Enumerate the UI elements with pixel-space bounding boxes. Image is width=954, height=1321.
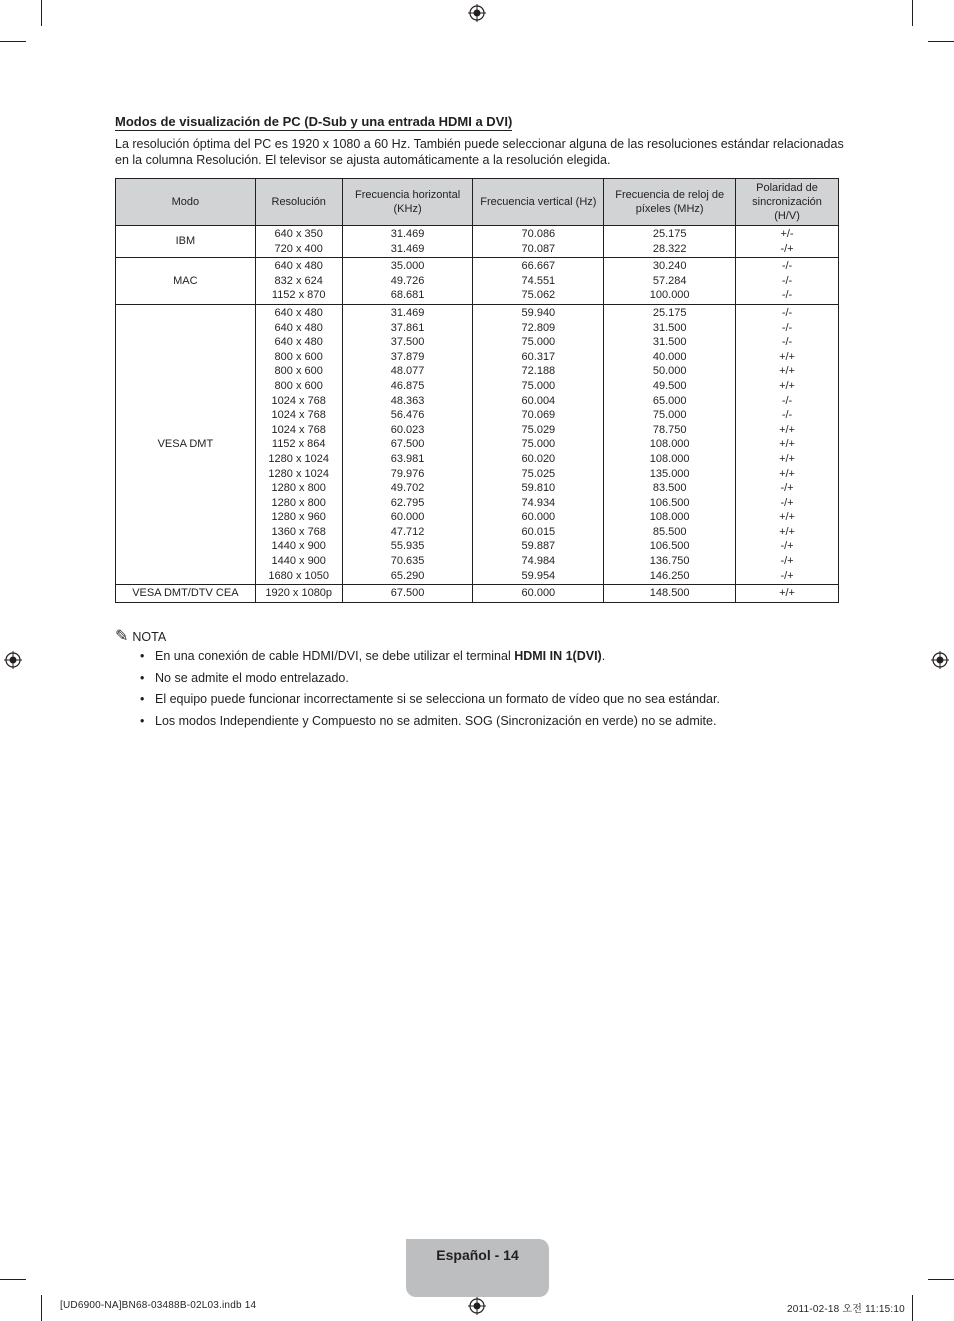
cell-value: 56.476 bbox=[390, 409, 425, 422]
cell-value: -/- bbox=[781, 306, 793, 319]
cell-value: 640 x 480 bbox=[274, 321, 323, 334]
clock-cell bbox=[604, 226, 736, 258]
polarity-cell bbox=[736, 226, 839, 258]
cell-value: 46.875 bbox=[390, 379, 425, 392]
note-heading bbox=[115, 626, 166, 646]
cell-value: -/+ bbox=[780, 496, 794, 509]
resolution-cell bbox=[255, 304, 342, 584]
cell-value: +/+ bbox=[779, 438, 795, 451]
cell-value: +/+ bbox=[779, 511, 795, 524]
cell-value: 1152 x 870 bbox=[271, 289, 326, 302]
header-pixel-clock: Frecuencia de reloj de píxeles (MHz) bbox=[604, 179, 736, 226]
cell-value: 108.000 bbox=[649, 452, 690, 465]
cell-value: 70.069 bbox=[521, 409, 556, 422]
vfreq-cell bbox=[473, 304, 604, 584]
cell-value: 135.000 bbox=[649, 467, 690, 480]
cell-value: 108.000 bbox=[649, 438, 690, 451]
page-label: Español - 14 bbox=[436, 1247, 519, 1263]
cell-value: -/+ bbox=[780, 242, 794, 255]
mode-cell: VESA DMT bbox=[116, 304, 256, 584]
crop-mark bbox=[41, 0, 42, 26]
table-row bbox=[116, 226, 839, 258]
polarity-cell bbox=[736, 258, 839, 305]
cell-value: 60.000 bbox=[390, 511, 425, 524]
cell-value: 62.795 bbox=[390, 496, 425, 509]
cell-value: 146.250 bbox=[649, 569, 690, 582]
cell-value: 832 x 624 bbox=[274, 274, 323, 287]
cell-value: 37.861 bbox=[390, 321, 425, 334]
cell-value: 35.000 bbox=[390, 260, 425, 273]
cell-value: 47.712 bbox=[390, 525, 425, 538]
cell-value: 68.681 bbox=[390, 289, 425, 302]
cell-value: 60.317 bbox=[521, 350, 556, 363]
cell-value: 1280 x 800 bbox=[271, 496, 326, 509]
cell-value: 1024 x 768 bbox=[271, 409, 326, 422]
cell-value: +/+ bbox=[779, 467, 795, 480]
vfreq-cell bbox=[473, 258, 604, 305]
cell-value: 74.551 bbox=[521, 274, 556, 287]
header-horizontal-frequency: Frecuencia horizontal (KHz) bbox=[342, 179, 473, 226]
cell-value: 136.750 bbox=[649, 555, 690, 568]
footer-timestamp: 2011-02-18 오전 11:15:10 bbox=[787, 1304, 905, 1315]
crop-mark bbox=[912, 1295, 913, 1321]
cell-value: 28.322 bbox=[652, 242, 687, 255]
cell-value: 48.077 bbox=[390, 365, 425, 378]
pencil-icon: ✎ bbox=[115, 628, 129, 645]
cell-value: 66.667 bbox=[521, 260, 556, 273]
cell-value: 108.000 bbox=[649, 511, 690, 524]
footer-file-info: [UD6900-NA]BN68-03488B-02L03.indb 14 bbox=[60, 1300, 257, 1311]
cell-value: 78.750 bbox=[652, 423, 687, 436]
crop-mark bbox=[0, 1279, 26, 1280]
polarity-cell bbox=[736, 304, 839, 584]
cell-value: 59.810 bbox=[521, 482, 556, 495]
cell-value: +/+ bbox=[779, 379, 795, 392]
table-row bbox=[116, 304, 839, 584]
cell-value: 31.500 bbox=[652, 336, 687, 349]
clock-cell bbox=[604, 258, 736, 305]
cell-value: +/+ bbox=[779, 452, 795, 465]
cell-value: 75.000 bbox=[521, 379, 556, 392]
cell-value: +/+ bbox=[779, 525, 795, 538]
cell-value: 1440 x 900 bbox=[271, 555, 326, 568]
cell-value: 100.000 bbox=[649, 289, 690, 302]
cell-value: 60.000 bbox=[521, 511, 556, 524]
cell-value: 65.000 bbox=[652, 394, 687, 407]
clock-cell bbox=[604, 304, 736, 584]
hfreq-cell bbox=[342, 226, 473, 258]
cell-value: 640 x 480 bbox=[274, 306, 323, 319]
hfreq-cell bbox=[342, 304, 473, 584]
cell-value: 75.000 bbox=[521, 336, 556, 349]
cell-value: -/- bbox=[781, 409, 793, 422]
cell-value: 1280 x 1024 bbox=[268, 467, 329, 480]
cell-value: +/- bbox=[780, 228, 794, 240]
table-row bbox=[116, 585, 839, 603]
cell-value: 85.500 bbox=[652, 525, 687, 538]
list-item: • Los modos Independiente y Compuesto no se admiten. SOG (Sincronización en verde) no se admite. bbox=[140, 713, 860, 735]
header-sync-polarity: Polaridad de sincronización (H/V) bbox=[736, 179, 839, 226]
resolution-cell bbox=[255, 258, 342, 305]
resolution-cell bbox=[255, 226, 342, 258]
registration-crosshair-icon bbox=[468, 1297, 486, 1315]
cell-value: +/+ bbox=[779, 365, 795, 378]
cell-value: 70.635 bbox=[390, 555, 425, 568]
registration-crosshair-icon bbox=[468, 4, 486, 22]
crop-mark bbox=[0, 41, 26, 42]
cell-value: -/- bbox=[781, 394, 793, 407]
crop-mark bbox=[928, 1279, 954, 1280]
cell-value: 60.015 bbox=[521, 525, 556, 538]
display-modes-table bbox=[115, 178, 839, 603]
cell-value: 67.500 bbox=[390, 438, 425, 451]
cell-value: 83.500 bbox=[652, 482, 687, 495]
cell-value: 106.500 bbox=[649, 496, 690, 509]
page-number-tab bbox=[406, 1239, 549, 1297]
cell-value: 49.500 bbox=[652, 379, 687, 392]
cell-value: 72.188 bbox=[521, 365, 556, 378]
cell-value: 59.887 bbox=[521, 540, 556, 553]
mode-cell: MAC bbox=[116, 258, 256, 305]
cell-value: 1360 x 768 bbox=[271, 525, 326, 538]
table-header-row bbox=[116, 179, 839, 226]
cell-value: -/+ bbox=[780, 569, 794, 582]
cell-value: -/- bbox=[781, 321, 793, 334]
polarity-cell: +/+ bbox=[736, 585, 839, 603]
cell-value: 59.940 bbox=[521, 306, 556, 319]
cell-value: -/+ bbox=[780, 540, 794, 553]
cell-value: +/+ bbox=[779, 423, 795, 436]
header-vertical-frequency: Frecuencia vertical (Hz) bbox=[473, 179, 604, 226]
intro-paragraph: La resolución óptima del PC es 1920 x 1080 a 60 Hz. También puede seleccionar alguna de las resoluciones estándar relacionadas en la columna Resolución. El televisor se ajusta automáticamente a la resolución elegida. bbox=[115, 137, 844, 167]
cell-value: 1280 x 800 bbox=[271, 482, 326, 495]
cell-value: 72.809 bbox=[521, 321, 556, 334]
cell-value: 75.062 bbox=[521, 289, 556, 302]
header-resolution: Resolución bbox=[255, 179, 342, 226]
cell-value: 31.469 bbox=[390, 306, 425, 319]
cell-value: +/+ bbox=[779, 350, 795, 363]
cell-value: 49.726 bbox=[390, 274, 425, 287]
cell-value: 640 x 350 bbox=[274, 228, 323, 240]
hfreq-cell: 67.500 bbox=[342, 585, 473, 603]
crop-mark bbox=[928, 41, 954, 42]
hfreq-cell bbox=[342, 258, 473, 305]
cell-value: 59.954 bbox=[521, 569, 556, 582]
cell-value: 106.500 bbox=[649, 540, 690, 553]
resolution-cell: 1920 x 1080p bbox=[255, 585, 342, 603]
cell-value: -/- bbox=[781, 274, 793, 287]
cell-value: 31.469 bbox=[390, 242, 425, 255]
cell-value: 60.004 bbox=[521, 394, 556, 407]
list-item: • El equipo puede funcionar incorrectamente si se selecciona un formato de vídeo que no sea estándar. bbox=[140, 691, 860, 713]
cell-value: 40.000 bbox=[652, 350, 687, 363]
cell-value: 37.879 bbox=[390, 350, 425, 363]
cell-value: 70.087 bbox=[521, 242, 556, 255]
cell-value: 65.290 bbox=[390, 569, 425, 582]
cell-value: -/+ bbox=[780, 555, 794, 568]
cell-value: -/- bbox=[781, 336, 793, 349]
vfreq-cell bbox=[473, 226, 604, 258]
cell-value: 75.000 bbox=[652, 409, 687, 422]
cell-value: 50.000 bbox=[652, 365, 687, 378]
cell-value: 75.000 bbox=[521, 438, 556, 451]
cell-value: 60.023 bbox=[390, 423, 425, 436]
cell-value: 55.935 bbox=[390, 540, 425, 553]
mode-cell: IBM bbox=[116, 226, 256, 258]
cell-value: 74.984 bbox=[521, 555, 556, 568]
section-title: Modos de visualización de PC (D-Sub y una entrada HDMI a DVI) bbox=[115, 114, 513, 129]
cell-value: 75.025 bbox=[521, 467, 556, 480]
cell-value: 37.500 bbox=[390, 336, 425, 349]
cell-value: 57.284 bbox=[652, 274, 687, 287]
cell-value: 49.702 bbox=[390, 482, 425, 495]
notes-list bbox=[140, 648, 860, 734]
cell-value: 25.175 bbox=[652, 228, 687, 240]
list-item: • En una conexión de cable HDMI/DVI, se debe utilizar el terminal HDMI IN 1(DVI). bbox=[140, 648, 860, 670]
registration-crosshair-icon bbox=[931, 651, 949, 669]
list-item: • No se admite el modo entrelazado. bbox=[140, 670, 860, 692]
cell-value: 1024 x 768 bbox=[271, 394, 326, 407]
registration-crosshair-icon bbox=[4, 651, 22, 669]
crop-mark bbox=[912, 0, 913, 26]
cell-value: -/- bbox=[781, 289, 793, 302]
vfreq-cell: 60.000 bbox=[473, 585, 604, 603]
cell-value: 640 x 480 bbox=[274, 336, 323, 349]
note-label: NOTA bbox=[132, 630, 167, 644]
cell-value: -/+ bbox=[780, 482, 794, 495]
cell-value: 1280 x 1024 bbox=[268, 452, 329, 465]
cell-value: 63.981 bbox=[390, 452, 425, 465]
cell-value: 1152 x 864 bbox=[271, 438, 326, 451]
cell-value: 800 x 600 bbox=[274, 365, 323, 378]
crop-mark bbox=[41, 1295, 42, 1321]
cell-value: 640 x 480 bbox=[274, 260, 323, 273]
cell-value: 800 x 600 bbox=[274, 379, 323, 392]
cell-value: 1024 x 768 bbox=[271, 423, 326, 436]
cell-value: 800 x 600 bbox=[274, 350, 323, 363]
clock-cell: 148.500 bbox=[604, 585, 736, 603]
table-row bbox=[116, 258, 839, 305]
cell-value: 1440 x 900 bbox=[271, 540, 326, 553]
cell-value: 30.240 bbox=[652, 260, 687, 273]
cell-value: 74.934 bbox=[521, 496, 556, 509]
cell-value: 1280 x 960 bbox=[271, 511, 326, 524]
cell-value: 70.086 bbox=[521, 228, 556, 240]
cell-value: 60.020 bbox=[521, 452, 556, 465]
cell-value: 31.469 bbox=[390, 228, 425, 240]
terminal-name: HDMI IN 1(DVI) bbox=[514, 649, 602, 663]
cell-value: 48.363 bbox=[390, 394, 425, 407]
header-mode: Modo bbox=[116, 179, 256, 226]
cell-value: 25.175 bbox=[652, 306, 687, 319]
cell-value: 31.500 bbox=[652, 321, 687, 334]
cell-value: 75.029 bbox=[521, 423, 556, 436]
cell-value: 1680 x 1050 bbox=[268, 569, 329, 582]
mode-cell: VESA DMT/DTV CEA bbox=[116, 585, 256, 603]
cell-value: -/- bbox=[781, 260, 793, 273]
cell-value: 79.976 bbox=[390, 467, 425, 480]
cell-value: 720 x 400 bbox=[274, 242, 323, 255]
